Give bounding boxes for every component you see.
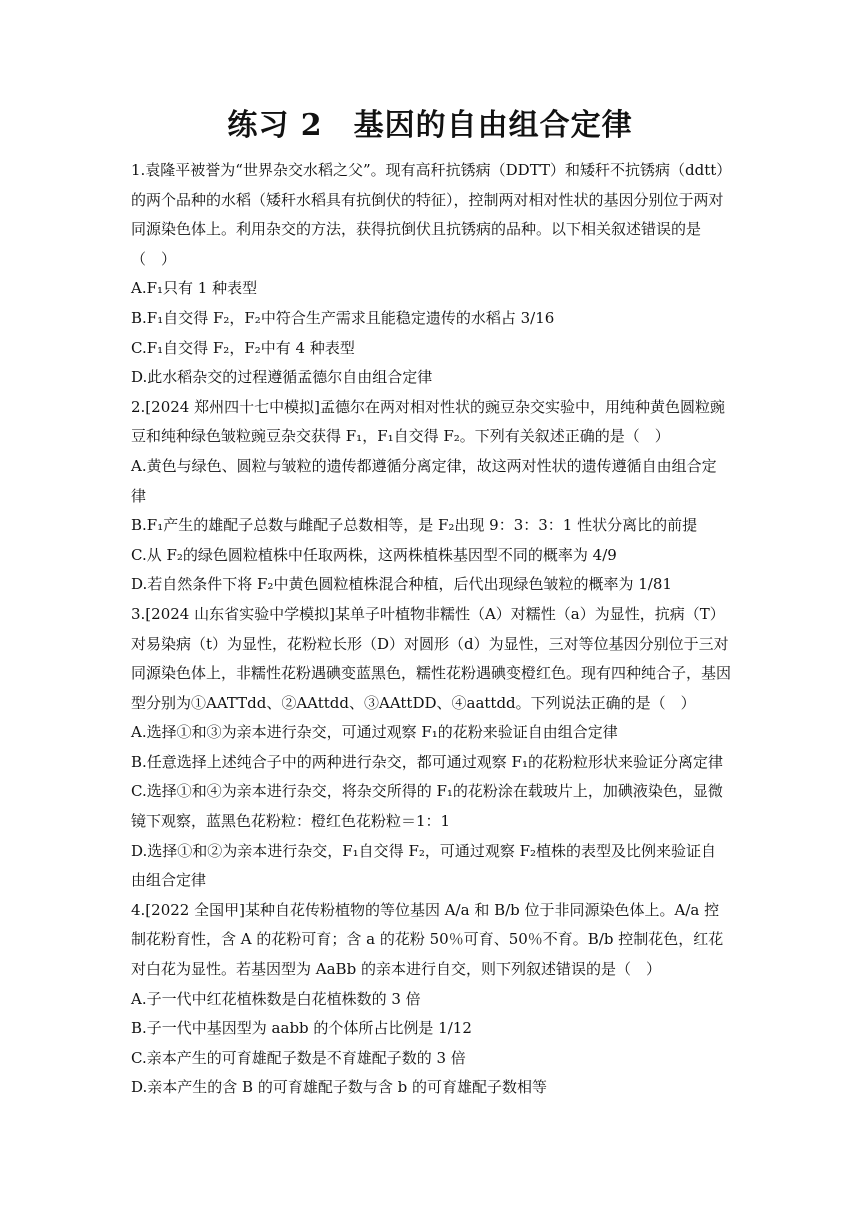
- question-4: [131, 896, 731, 1103]
- question-3: [131, 600, 731, 896]
- question-stem: 3.[2024 山东省实验中学模拟]某单子叶植物非糯性（A）对糯性（a）为显性，抗病（T）对易染病（t）为显性，花粉粒长形（D）对圆形（d）为显性，三对等位基因分别位于三对同源染色体上，非糯性花粉遇碘变蓝黑色，糯性花粉遇碘变橙红色。现有四种纯合子，基因型分别为①AATTdd、②AAttdd、③AAttDD、④aattdd。下列说法正确的是（ ）: [131, 604, 732, 712]
- question-2: [131, 393, 731, 600]
- question-stem: 2.[2024 郑州四十七中模拟]孟德尔在两对相对性状的豌豆杂交实验中，用纯种黄色圆粒豌豆和纯种绿色皱粒豌豆杂交获得 F₁，F₁自交得 F₂。下列有关叙述正确的是（ ）: [131, 397, 725, 446]
- question-1: [131, 156, 731, 393]
- option-d: D.选择①和②为亲本进行杂交，F₁自交得 F₂，可通过观察 F₂植株的表型及比例来验证自由组合定律: [131, 841, 717, 890]
- question-list: [131, 156, 731, 1103]
- option-c: C.选择①和④为亲本进行杂交，将杂交所得的 F₁的花粉涂在载玻片上，加碘液染色，显微镜下观察，蓝黑色花粉粒：橙红色花粉粒＝1：1: [131, 782, 723, 831]
- question-stem: 1.袁隆平被誉为“世界杂交水稻之父”。现有高秆抗锈病（DDTT）和矮秆不抗锈病（ddtt）的两个品种的水稻（矮秆水稻具有抗倒伏的特征），控制两对相对性状的基因分别位于两对同源染色体上。利用杂交的方法，获得抗倒伏且抗锈病的品种。以下相关叙述错误的是（ ）: [131, 161, 724, 268]
- option-d: D.亲本产生的含 B 的可育雄配子数与含 b 的可育雄配子数相等: [131, 1078, 547, 1097]
- option-b: B.任意选择上述纯合子中的两种进行杂交，都可通过观察 F₁的花粉粒形状来验证分离定律: [131, 752, 723, 771]
- question-stem: 4.[2022 全国甲]某种自花传粉植物的等位基因 A/a 和 B/b 位于非同源染色体上。A/a 控制花粉育性，含 A 的花粉可育；含 a 的花粉 50％可育、50％不育。B/b 控制花色，红花对白花为显性。若基因型为 AaBb 的亲本进行自交，则下列叙述错误的是（ ）: [131, 900, 724, 979]
- option-a: A.F₁只有 1 种表型: [131, 279, 258, 298]
- option-c: C.从 F₂的绿色圆粒植株中任取两株，这两株植株基因型不同的概率为 4/9: [131, 545, 617, 564]
- option-d: D.此水稻杂交的过程遵循孟德尔自由组合定律: [131, 368, 433, 387]
- option-c: C.亲本产生的可育雄配子数是不育雄配子数的 3 倍: [131, 1048, 466, 1067]
- option-a: A.子一代中红花植株数是白花植株数的 3 倍: [131, 989, 421, 1008]
- option-b: B.F₁自交得 F₂，F₂中符合生产需求且能稳定遗传的水稻占 3/16: [131, 308, 555, 327]
- page-title: 练习 2 基因的自由组合定律: [227, 108, 633, 143]
- option-c: C.F₁自交得 F₂，F₂中有 4 种表型: [131, 338, 355, 357]
- option-d: D.若自然条件下将 F₂中黄色圆粒植株混合种植，后代出现绿色皱粒的概率为 1/81: [131, 575, 672, 594]
- option-b: B.F₁产生的雄配子总数与雌配子总数相等，是 F₂出现 9：3：3：1 性状分离比的前提: [131, 516, 698, 535]
- option-a: A.黄色与绿色、圆粒与皱粒的遗传都遵循分离定律，故这两对性状的遗传遵循自由组合定律: [131, 456, 717, 505]
- option-b: B.子一代中基因型为 aabb 的个体所占比例是 1/12: [131, 1019, 472, 1038]
- option-a: A.选择①和③为亲本进行杂交，可通过观察 F₁的花粉来验证自由组合定律: [131, 723, 618, 742]
